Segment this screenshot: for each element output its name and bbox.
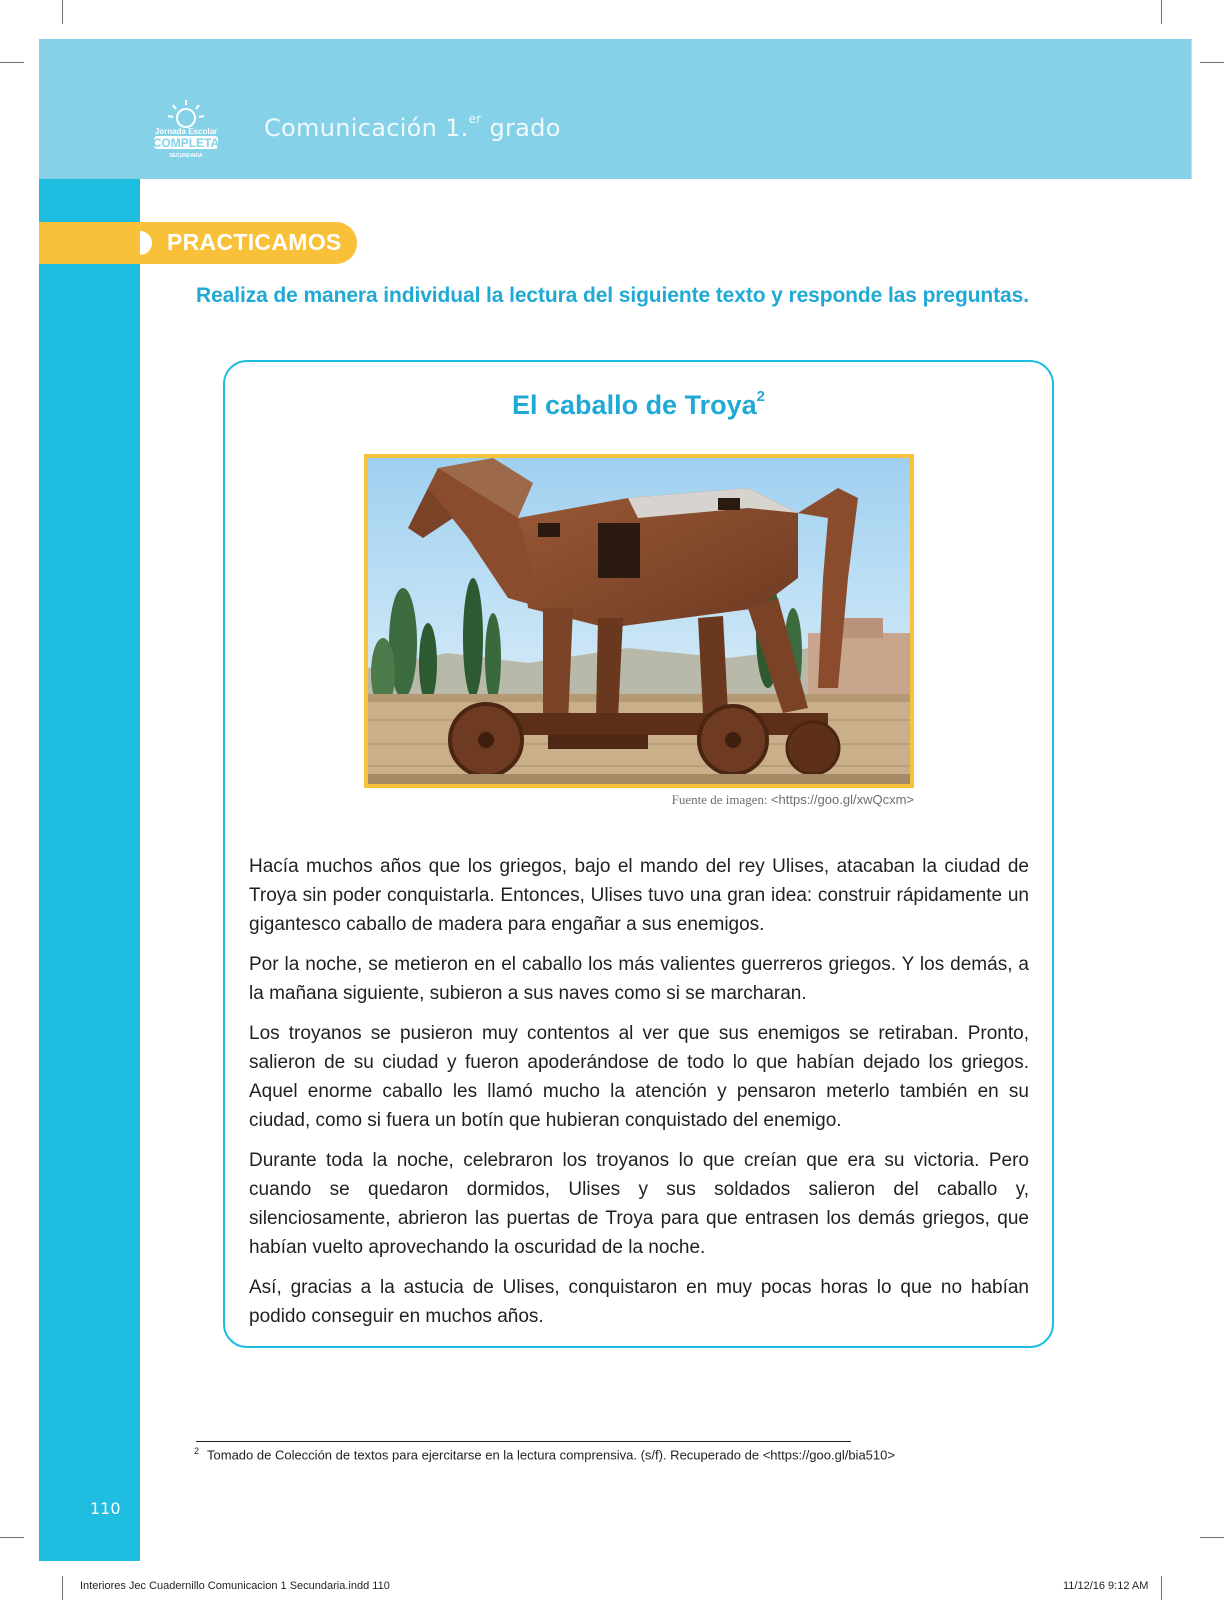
logo-line-3: SECUNDARIA xyxy=(169,153,203,159)
instruction-text: Realiza de manera individual la lectura del siguiente texto y responde las preguntas. xyxy=(196,284,1029,307)
crop-mark xyxy=(0,62,24,63)
page-header-title: Comunicación 1.$^{er}$ grado xyxy=(264,112,561,142)
crop-mark xyxy=(1161,1576,1162,1600)
crop-mark xyxy=(62,1576,63,1600)
footnote xyxy=(194,1446,895,1462)
jornada-escolar-logo xyxy=(140,96,232,160)
story-paragraph: Así, gracias a la astucia de Ulises, conquistaron en muy pocas horas lo que no habían podido conseguir en muchos años. xyxy=(249,1277,1029,1327)
crop-mark xyxy=(1161,0,1162,24)
logo-line-2: COMPLETA xyxy=(152,136,220,150)
crop-mark xyxy=(0,1537,24,1538)
tab-notch xyxy=(140,231,152,255)
logo-line-1: Jornada Escolar xyxy=(154,127,218,136)
footnote-text: Tomado de Colección de textos para ejercitarse en la lectura comprensiva. (s/f). Recuperado de <https://goo.gl/bia510> xyxy=(207,1447,895,1463)
crop-mark xyxy=(1200,62,1224,63)
footnote-divider xyxy=(196,1441,851,1442)
story-paragraph: Los troyanos se pusieron muy contentos al ver que sus enemigos se retiraban. Pronto, salieron de su ciudad y fueron apoderándose de todo lo que habían dejado los griegos. Aquel enorme caballo les llamó mucho la atención y pensaron meterlo también en su ciudad, como si fuera un botín que hubieran conquistado del enemigo. xyxy=(249,1023,1029,1131)
crop-mark xyxy=(1200,1537,1224,1538)
section-tab-practicamos xyxy=(39,222,357,264)
print-slug-date: 11/12/16 9:12 AM xyxy=(1063,1580,1149,1592)
section-label: PRACTICAMOS xyxy=(167,229,342,255)
story-title: El caballo de Troya$^2$ xyxy=(512,388,765,420)
image-source-caption: Fuente de imagen: <https://goo.gl/xwQcxm> xyxy=(671,792,914,807)
trojan-horse-photo xyxy=(364,454,914,788)
story-paragraph: Hacía muchos años que los griegos, bajo el mando del rey Ulises, atacaban la ciudad de Troya sin poder conquistarla. Entonces, Ulises tuvo una gran idea: construir rápidamente un gigantesco caballo de madera para engañar a sus enemigos. xyxy=(249,856,1029,935)
story-paragraph: Durante toda la noche, celebraron los troyanos lo que creían que era su victoria. Pero cuando se quedaron dormidos, Ulises y sus soldados salieron del caballo y, silenciosamente, abrieron las puertas de Troya para que entrasen los demás griegos, que habían vuelto aprovechando la oscuridad de la noche. xyxy=(249,1150,1029,1258)
print-slug-file: Interiores Jec Cuadernillo Comunicacion 1 Secundaria.indd 110 xyxy=(80,1580,390,1592)
crop-mark xyxy=(62,0,63,24)
footnote-marker: 2 xyxy=(194,1446,200,1456)
story-body xyxy=(249,852,1029,1342)
story-paragraph: Por la noche, se metieron en el caballo los más valientes guerreros griegos. Y los demás, a la mañana siguiente, subieron a sus naves como si se marcharan. xyxy=(249,954,1029,1004)
side-band xyxy=(39,179,140,1561)
image-source-link[interactable]: <https://goo.gl/xwQcxm> xyxy=(770,792,914,807)
page-number: 110 xyxy=(90,1499,121,1518)
